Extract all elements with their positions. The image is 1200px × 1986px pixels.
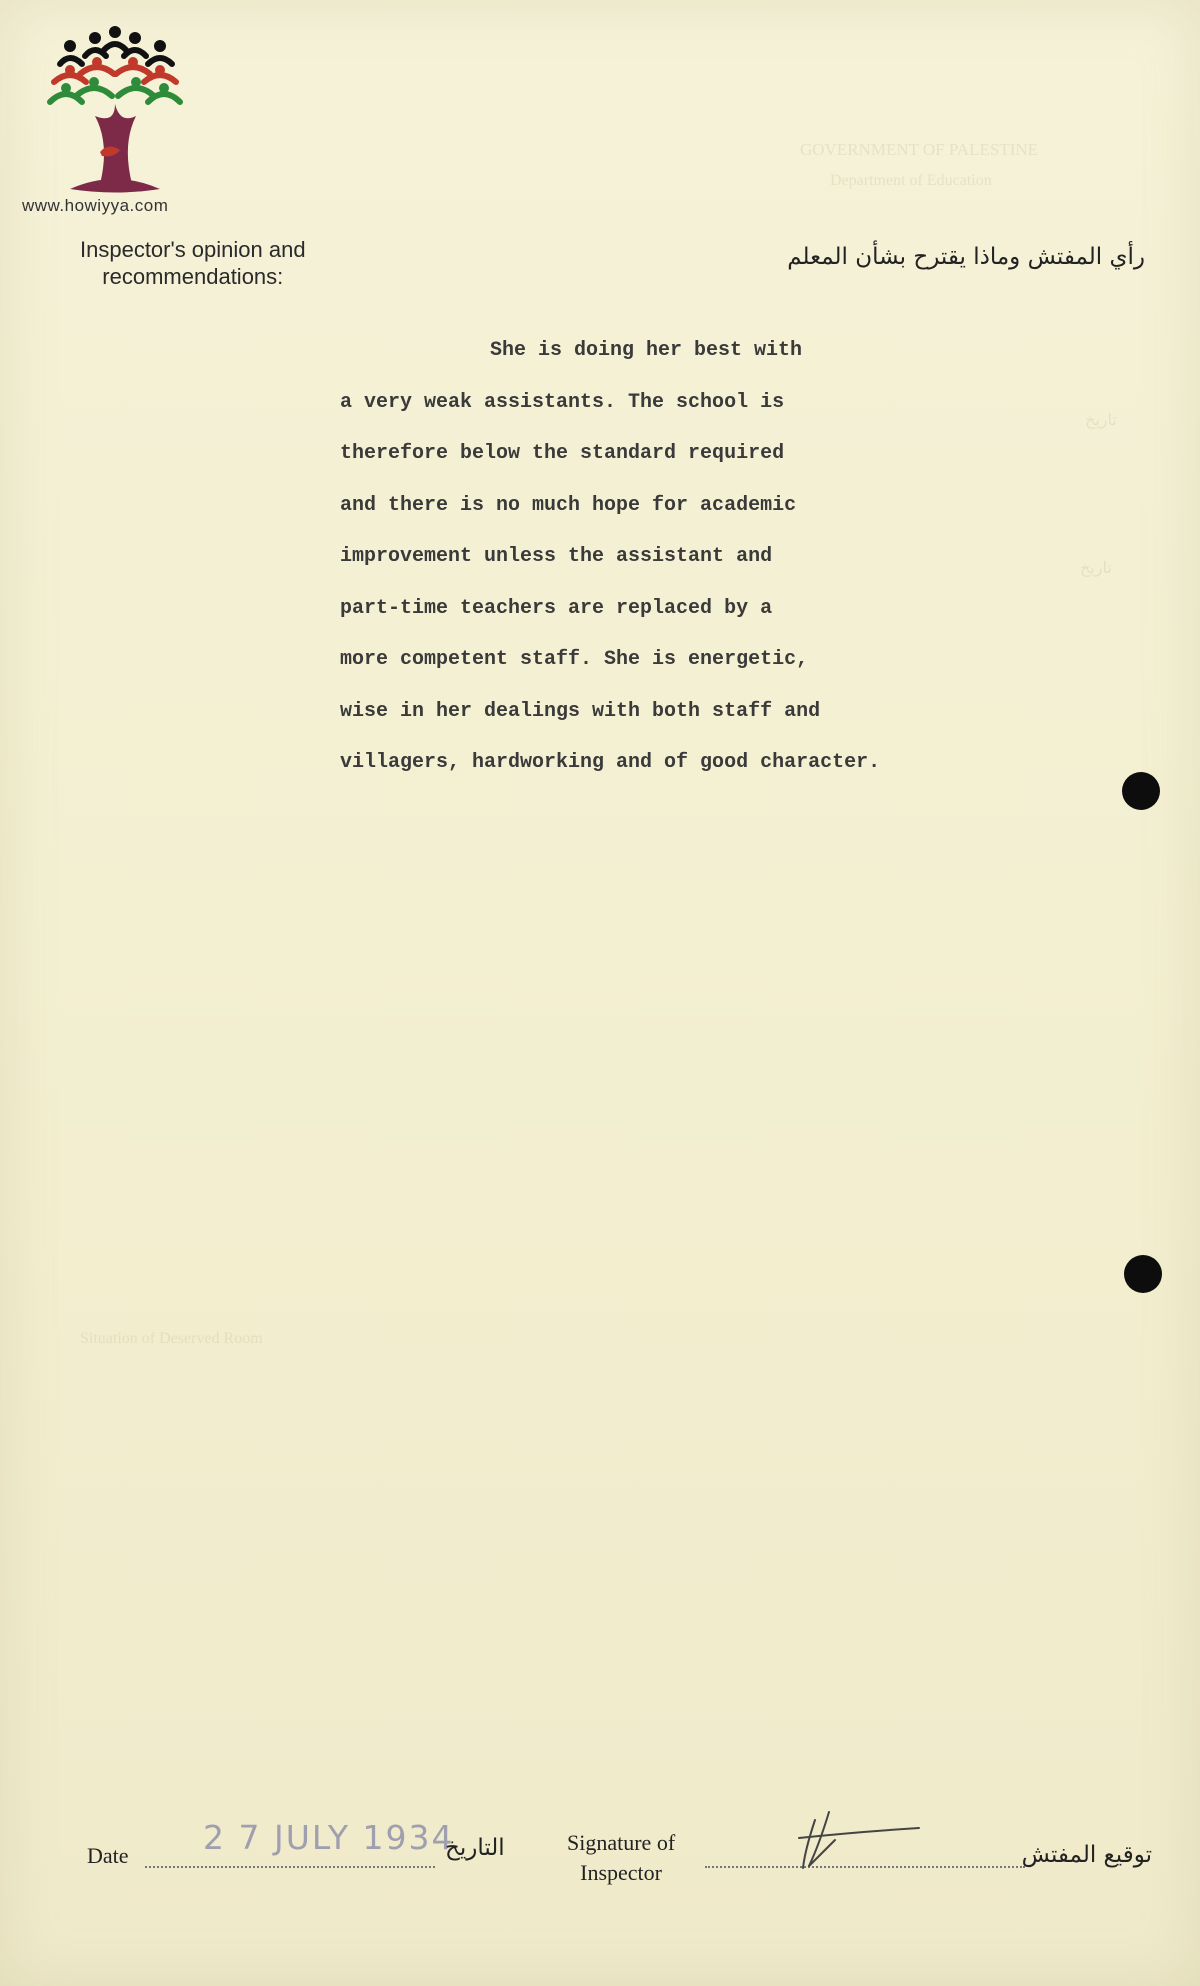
typed-line: She is doing her best with: [490, 339, 803, 362]
date-label-arabic: التاريخ: [445, 1835, 505, 1861]
inspector-signature-icon: [795, 1810, 925, 1870]
logo-website-text: www.howiyya.com: [22, 196, 169, 215]
typed-line: a very weak assistants. The school is: [340, 390, 785, 414]
typed-line: and there is no much hope for academic: [340, 493, 797, 517]
typed-line: part-time teachers are replaced by a: [340, 596, 773, 620]
typed-line: wise in her dealings with both staff and: [340, 699, 821, 723]
typed-line: therefore below the standard required: [340, 442, 785, 465]
signature-label-line1: Signature of: [567, 1830, 676, 1855]
date-stamp: 2 7 JULY 1934: [203, 1818, 455, 1857]
punch-hole: [1124, 1255, 1162, 1293]
opinion-label-line2: recommendations:: [102, 264, 284, 289]
typed-remarks: [340, 325, 1060, 789]
date-label: Date: [87, 1843, 129, 1868]
typed-line: villagers, hardworking and of good character.: [340, 751, 881, 774]
punch-hole: [1122, 772, 1160, 810]
signature-label-arabic: توقيع المفتش: [1021, 1842, 1152, 1868]
signature-label: [567, 1828, 675, 1888]
typed-line: more competent staff. She is energetic,: [340, 648, 809, 671]
opinion-label: [80, 236, 306, 290]
document-page: www.howiyya.com GOVERNMENT OF PALESTINE Department of Education تاريخ تاريخ Situation of Deserved Room Inspector's opinion and recommendations: رأي المفتش وماذا يقترح بشأن المعلم She is doing her best with a very weak assistants. The school is therefore below the standard required and there is no much hope for academic improvement unless the assistant and part-time teachers are replaced by a more competent staff. She is energetic, wise in her dealings with both staff and villagers, hardworking and of good character. Date 2 7 JULY 1934 التاريخ Signature of Inspector توقيع المفتش: [0, 0, 1200, 1986]
opinion-label-line1: Inspector's opinion and: [80, 237, 306, 262]
opinion-label-arabic: رأي المفتش وماذا يقترح بشأن المعلم: [787, 244, 1145, 270]
howiyya-logo-icon: [40, 24, 190, 204]
signature-label-line2: Inspector: [580, 1860, 662, 1885]
typed-line: improvement unless the assistant and: [340, 545, 773, 568]
date-dotted-line: [145, 1866, 435, 1868]
